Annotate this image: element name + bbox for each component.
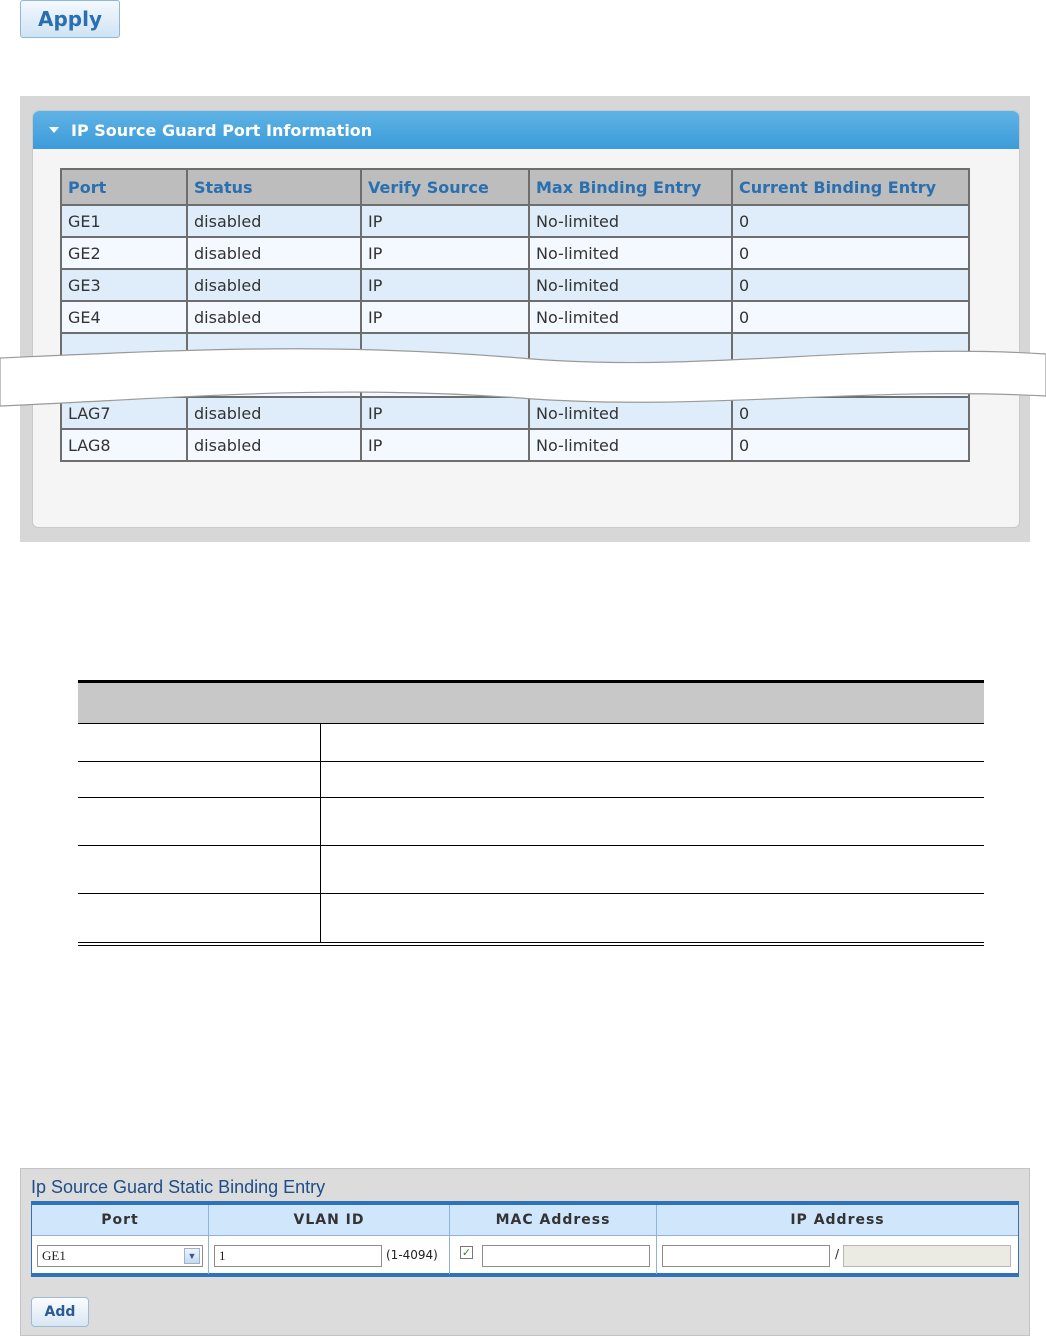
table-row bbox=[61, 301, 969, 333]
cell-max-binding: No-limited bbox=[529, 429, 732, 461]
cell-max-binding: No-limited bbox=[529, 397, 732, 429]
cell-verify-source: IP bbox=[361, 205, 529, 237]
desc-header-object bbox=[78, 682, 321, 724]
col-ip-address: IP Address bbox=[790, 1212, 885, 1228]
cell-current-binding: 0 bbox=[732, 269, 969, 301]
cell-max-binding: No-limited bbox=[529, 301, 732, 333]
desc-row bbox=[78, 894, 984, 944]
cell-port: GE1 bbox=[61, 205, 187, 237]
cell-port: GE3 bbox=[61, 269, 187, 301]
ip-address-input[interactable] bbox=[662, 1245, 830, 1267]
col-port: Port bbox=[61, 169, 187, 205]
cell-current-binding: 0 bbox=[732, 429, 969, 461]
cell-max-binding: No-limited bbox=[529, 269, 732, 301]
cell-verify-source: IP bbox=[361, 429, 529, 461]
static-binding-form bbox=[31, 1201, 1019, 1277]
page-break-tear bbox=[0, 340, 1046, 420]
cell-port: GE4 bbox=[61, 301, 187, 333]
table-row bbox=[61, 237, 969, 269]
col-port: Port bbox=[32, 1205, 209, 1235]
cell-verify-source: IP bbox=[361, 237, 529, 269]
mac-checkbox[interactable] bbox=[460, 1246, 473, 1259]
col-max-binding: Max Binding Entry bbox=[529, 169, 732, 205]
vlan-cell bbox=[209, 1236, 450, 1274]
port-select-value: GE1 bbox=[42, 1248, 66, 1263]
cell-current-binding: 0 bbox=[732, 301, 969, 333]
cell-port: LAG8 bbox=[61, 429, 187, 461]
cell-port: LAG7 bbox=[61, 397, 187, 429]
cell-max-binding: No-limited bbox=[529, 237, 732, 269]
col-status: Status bbox=[187, 169, 361, 205]
col-vlan-id: VLAN ID bbox=[209, 1205, 450, 1235]
port-select[interactable] bbox=[37, 1245, 203, 1267]
collapse-triangle-icon[interactable] bbox=[49, 127, 59, 133]
mac-address-input[interactable] bbox=[482, 1245, 650, 1267]
port-cell bbox=[32, 1236, 209, 1274]
cell-current-binding: 0 bbox=[732, 397, 969, 429]
port-info-header[interactable] bbox=[33, 111, 1019, 149]
table-row bbox=[61, 205, 969, 237]
static-binding-row bbox=[32, 1235, 1018, 1274]
ip-mask-input[interactable] bbox=[843, 1245, 1011, 1267]
port-info-panel bbox=[20, 96, 1030, 542]
port-info-title: IP Source Guard Port Information bbox=[71, 120, 373, 140]
ip-separator: / bbox=[835, 1247, 840, 1261]
cell-status: disabled bbox=[187, 301, 361, 333]
ip-cell bbox=[657, 1236, 1018, 1274]
cell-status: disabled bbox=[187, 237, 361, 269]
description-table bbox=[78, 680, 984, 946]
col-current-binding: Current Binding Entry bbox=[732, 169, 969, 205]
static-binding-panel bbox=[20, 1168, 1030, 1336]
vlan-range-hint: (1-4094) bbox=[386, 1248, 438, 1262]
apply-button[interactable]: Apply bbox=[20, 0, 120, 38]
cell-status: disabled bbox=[187, 269, 361, 301]
cell-max-binding: No-limited bbox=[529, 205, 732, 237]
static-binding-title: Ip Source Guard Static Binding Entry bbox=[31, 1177, 326, 1197]
desc-row bbox=[78, 762, 984, 798]
table-row bbox=[61, 269, 969, 301]
col-verify-source: Verify Source bbox=[361, 169, 529, 205]
check-icon: ✓ bbox=[461, 1246, 472, 1259]
cell-status: disabled bbox=[187, 397, 361, 429]
desc-row bbox=[78, 798, 984, 846]
col-mac-address: MAC Address bbox=[450, 1205, 657, 1235]
cell-current-binding: 0 bbox=[732, 205, 969, 237]
cell-port: GE2 bbox=[61, 237, 187, 269]
add-button[interactable]: Add bbox=[31, 1297, 89, 1327]
table-row bbox=[61, 429, 969, 461]
cell-status: disabled bbox=[187, 205, 361, 237]
cell-verify-source: IP bbox=[361, 269, 529, 301]
cell-status: disabled bbox=[187, 429, 361, 461]
mac-cell bbox=[450, 1236, 657, 1274]
cell-current-binding: 0 bbox=[732, 237, 969, 269]
desc-row bbox=[78, 846, 984, 894]
desc-header-description bbox=[321, 682, 985, 724]
cell-verify-source: IP bbox=[361, 301, 529, 333]
static-binding-header bbox=[32, 1205, 1018, 1235]
cell-verify-source: IP bbox=[361, 397, 529, 429]
desc-row bbox=[78, 724, 984, 762]
vlan-id-input[interactable]: 1 bbox=[214, 1245, 382, 1267]
chevron-down-icon[interactable]: ▼ bbox=[184, 1248, 200, 1264]
